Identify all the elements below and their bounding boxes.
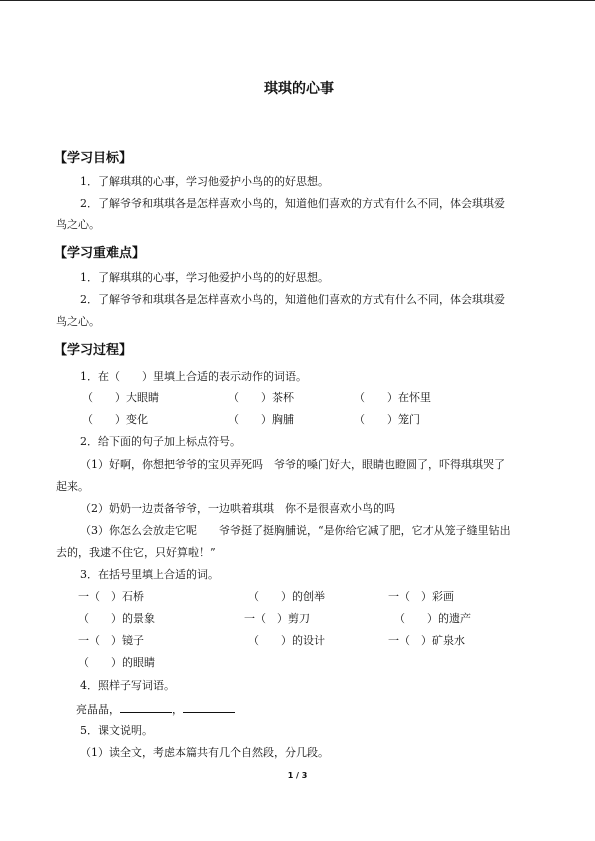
question-1: 1．在（ ）里填上合适的表示动作的词语。	[80, 370, 307, 383]
fill-blank-item: （ ）的遗产	[394, 612, 471, 625]
fill-blank-item: 一（ ）彩画	[388, 590, 454, 603]
key-point-item-1: 1．了解琪琪的心事，学习他爱护小鸟的的好思想。	[80, 271, 329, 284]
fill-blank-item: （ ）在怀里	[354, 391, 431, 404]
fill-blank-item: 一（ ）石桥	[78, 590, 144, 603]
section-heading-key-points: 【学习重难点】	[54, 246, 146, 261]
fill-blank-item: （ ）变化	[82, 413, 148, 426]
fill-blank-item: 一（ ）镜子	[78, 634, 144, 647]
fill-blank-item: （ ）的景象	[78, 612, 155, 625]
fill-blank-item: （ ）大眼睛	[82, 391, 159, 404]
page-title: 琪琪的心事	[264, 81, 334, 97]
separator: ，	[172, 703, 183, 716]
answer-blank[interactable]	[183, 701, 235, 713]
question-2-sentence-2: （2）奶奶一边责备爷爷，一边哄着琪琪 你不是很喜欢小鸟的吗	[80, 502, 395, 515]
answer-blank[interactable]	[120, 701, 172, 713]
fill-blank-item: （ ）胸脯	[228, 413, 294, 426]
top-rule	[0, 0, 595, 1]
question-2-sentence-1-continued: 起来。	[56, 480, 89, 493]
question-5: 5．课文说明。	[80, 724, 153, 737]
key-point-item-2-continued: 鸟之心。	[56, 315, 100, 328]
fill-blank-item: （ ）的设计	[248, 634, 325, 647]
question-3: 3．在括号里填上合适的词。	[80, 568, 219, 581]
goal-item-2: 2．了解爷爷和琪琪各是怎样喜欢小鸟的，知道他们喜欢的方式有什么不同，体会琪琪爱	[80, 197, 505, 210]
question-2-sentence-1: （1）好啊，你想把爷爷的宝贝弄死吗 爷爷的嗓门好大，眼睛也瞪圆了，吓得琪琪哭了	[80, 458, 505, 471]
fill-blank-item: 一（ ）剪刀	[244, 612, 310, 625]
fill-blank-item: （ ）的创举	[248, 590, 325, 603]
question-2: 2．给下面的句子加上标点符号。	[80, 435, 241, 448]
question-2-sentence-3-continued: 去的，我逮不住它，只好算啦！”	[56, 546, 216, 559]
fill-blank-item: （ ）的眼睛	[78, 656, 155, 669]
question-2-sentence-3: （3）你怎么会放走它呢 爷爷挺了挺胸脯说，“是你给它减了肥，它才从笼子缝里钻出	[80, 524, 511, 537]
section-heading-process: 【学习过程】	[54, 343, 133, 358]
fill-blank-item: 一（ ）矿泉水	[388, 634, 465, 647]
fill-blank-item: （ ）笼门	[354, 413, 420, 426]
goal-item-2-continued: 鸟之心。	[56, 218, 100, 231]
question-4-example	[76, 701, 235, 717]
goal-item-1: 1．了解琪琪的心事，学习他爱护小鸟的的好思想。	[80, 175, 329, 188]
key-point-item-2: 2．了解爷爷和琪琪各是怎样喜欢小鸟的，知道他们喜欢的方式有什么不同，体会琪琪爱	[80, 293, 505, 306]
question-4: 4．照样子写词语。	[80, 679, 175, 692]
page-number: 1 / 3	[287, 771, 308, 780]
question-5-sub-1: （1）读全文，考虑本篇共有几个自然段，分几段。	[80, 746, 329, 759]
example-word: 亮晶晶，	[76, 703, 120, 716]
section-heading-goals: 【学习目标】	[54, 151, 133, 166]
fill-blank-item: （ ）茶杯	[228, 391, 294, 404]
